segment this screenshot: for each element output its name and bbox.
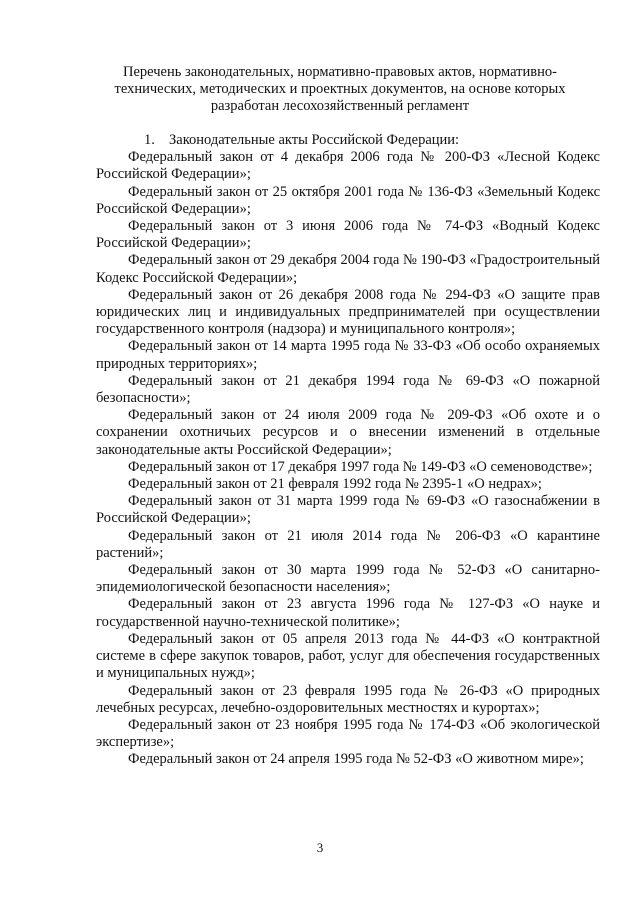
- law-entry: Федеральный закон от 24 апреля 1995 года № 52-ФЗ «О животном мире»;: [128, 751, 584, 768]
- law-entry: Федеральный закон от 23 августа 1996 года № 127-ФЗ «О науке и государственной научно-технической политике»;: [96, 596, 600, 630]
- law-entry: Федеральный закон от 29 декабря 2004 года № 190-ФЗ «Градостроительный Кодекс Российской Федерации»;: [96, 252, 600, 286]
- page-number: 3: [316, 840, 324, 855]
- law-entry: Федеральный закон от 14 марта 1995 года № 33-ФЗ «Об особо охраняемых природных территориях»;: [96, 338, 600, 372]
- title-line: технических, методических и проектных документов, на основе которых: [114, 81, 566, 97]
- document-title: [96, 64, 584, 115]
- section-heading-text: Законодательные акты Российской Федерации:: [169, 132, 460, 148]
- law-entry: Федеральный закон от 05 апреля 2013 года № 44-ФЗ «О контрактной системе в сфере закупок товаров, работ, услуг для обеспечения государственных и муниципальных нужд»;: [96, 630, 600, 682]
- document-body: [96, 132, 600, 769]
- law-entry: Федеральный закон от 21 декабря 1994 года № 69-ФЗ «О пожарной безопасности»;: [96, 372, 600, 407]
- law-entry: Федеральный закон от 3 июня 2006 года № 74-ФЗ «Водный Кодекс Российской Федерации»;: [96, 218, 600, 252]
- law-entry: Федеральный закон от 23 февраля 1995 года № 26-ФЗ «О природных лечебных ресурсах, лечебно-оздоровительных местностях и курортах»;: [96, 682, 600, 716]
- law-entry: Федеральный закон от 31 марта 1999 года № 69-ФЗ «О газоснабжении в Российской Федерации»;: [96, 493, 600, 527]
- law-entry: Федеральный закон от 26 декабря 2008 года № 294-ФЗ «О защите прав юридических лиц и индивидуальных предпринимателей при осуществлении государственного контроля (надзора) и муниципального контроля»;: [96, 286, 600, 338]
- title-line: разработан лесохозяйственный регламент: [210, 98, 470, 114]
- title-line: Перечень законодательных, нормативно-правовых актов, нормативно-: [123, 64, 557, 80]
- section-heading: [96, 132, 600, 149]
- law-entry: Федеральный закон от 25 октября 2001 года № 136-ФЗ «Земельный Кодекс Российской Федерации»;: [96, 183, 600, 217]
- law-entry: Федеральный закон от 23 ноября 1995 года № 174-ФЗ «Об экологической экспертизе»;: [96, 716, 600, 751]
- law-entry: Федеральный закон от 21 июля 2014 года № 206-ФЗ «О карантине растений»;: [96, 527, 600, 561]
- law-entry: Федеральный закон от 30 марта 1999 года № 52-ФЗ «О санитарно-эпидемиологической безопасности населения»;: [96, 562, 600, 596]
- law-entry: Федеральный закон от 17 декабря 1997 года № 149-ФЗ «О семеноводстве»;: [128, 458, 593, 475]
- section-number: 1.: [144, 132, 155, 148]
- law-entry: Федеральный закон от 24 июля 2009 года № 209-ФЗ «Об охоте и о сохранении охотничьих ресурсов и о внесении изменений в отдельные законодательные акты Российской Федерации»;: [96, 407, 600, 458]
- law-entry: Федеральный закон от 21 февраля 1992 года № 2395-1 «О недрах»;: [128, 476, 542, 493]
- law-entry: Федеральный закон от 4 декабря 2006 года № 200-ФЗ «Лесной Кодекс Российской Федерации»;: [96, 149, 600, 183]
